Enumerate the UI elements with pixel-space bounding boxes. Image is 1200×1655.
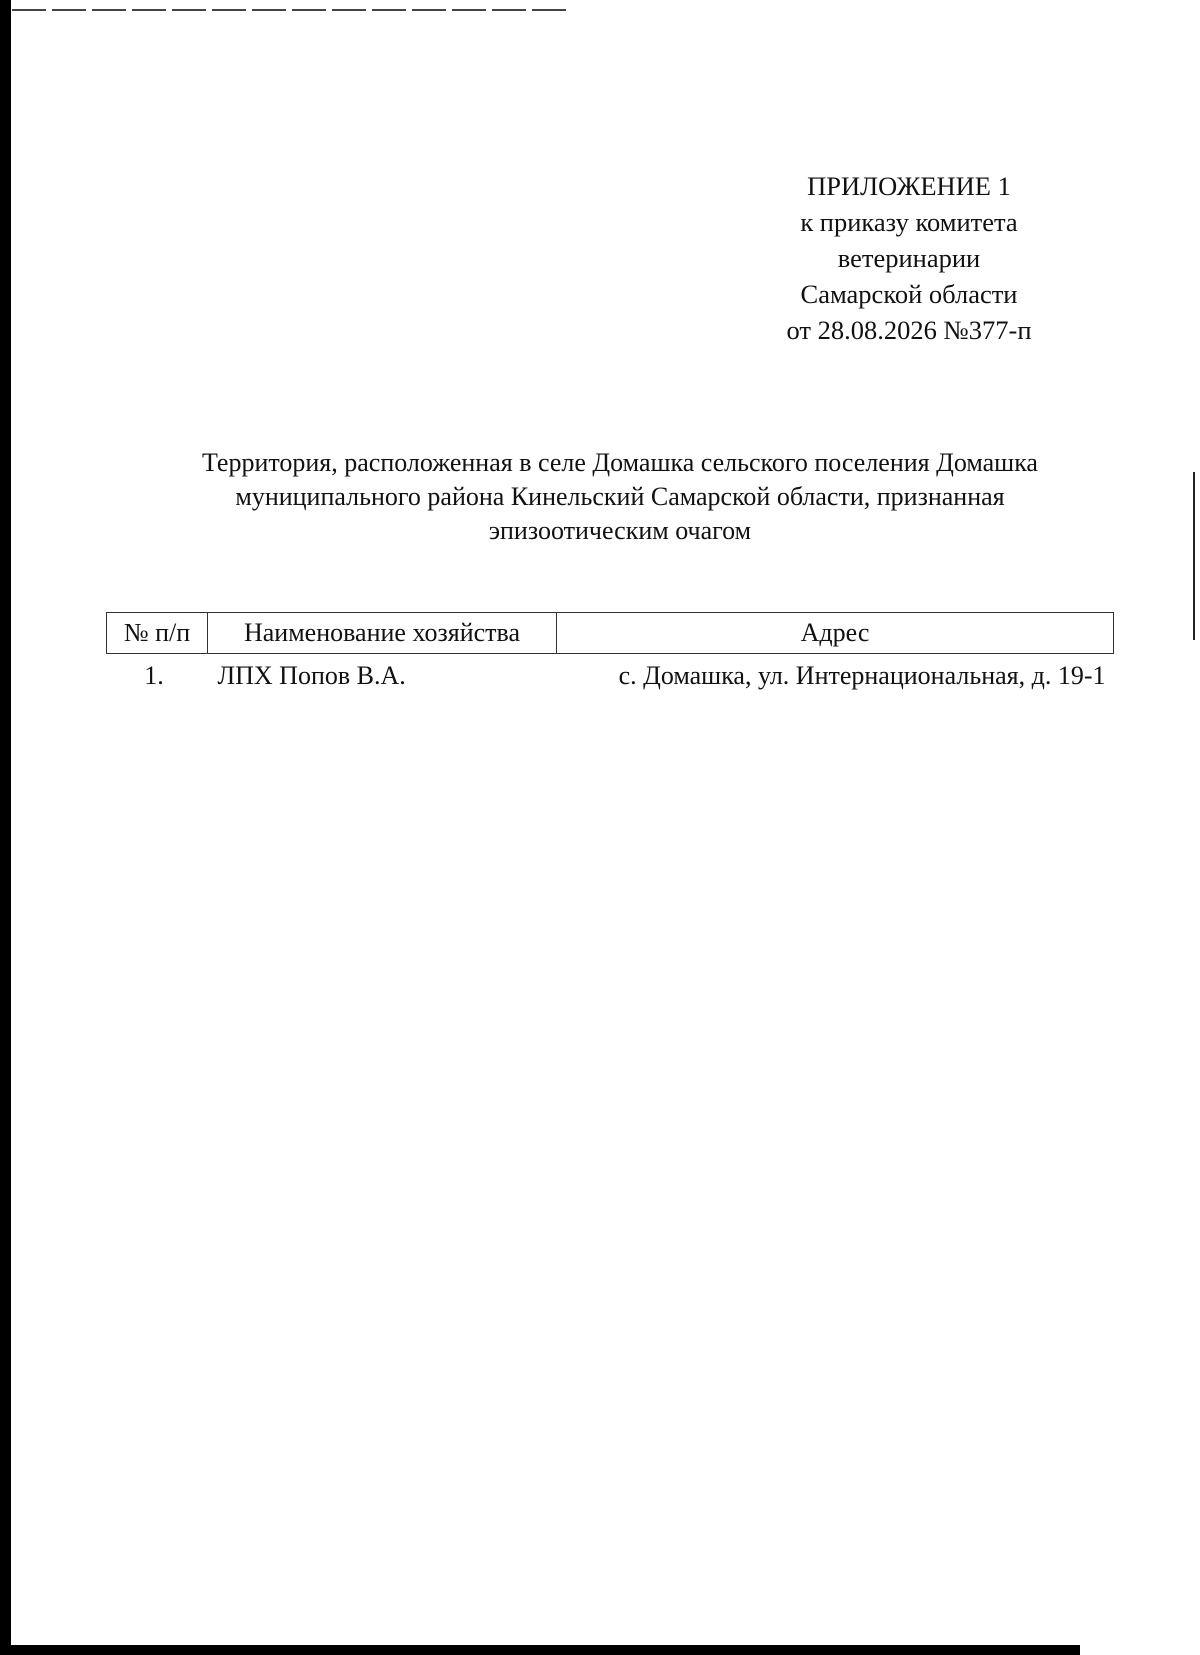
table-row (107, 654, 1114, 699)
header-name: Наименование хозяйства (208, 613, 557, 654)
title-line-1: Территория, расположенная в селе Домашка сельского поселения Домашка (202, 448, 1038, 477)
table-header-row (107, 613, 1114, 654)
appendix-committee: ветеринарии (837, 243, 981, 273)
appendix-label: ПРИЛОЖЕНИЕ 1 (807, 171, 1011, 201)
appendix-date-number: от 28.08.2026 №377-п (786, 315, 1032, 345)
title-line-3: эпизоотическим очагом (488, 516, 752, 545)
document-title (130, 446, 1110, 548)
row-farm-name: ЛПХ Попов В.А. (217, 661, 406, 690)
appendix-order-ref: к приказу комитета (800, 207, 1018, 237)
scan-left-edge (0, 0, 11, 1655)
header-number: № п/п (107, 613, 208, 654)
scan-top-rule (12, 9, 572, 11)
header-address: Адрес (557, 613, 1114, 654)
farms-table (106, 612, 1114, 698)
title-line-2: муниципального района Кинельский Самарской области, признанная (235, 482, 1005, 511)
appendix-header (760, 168, 1058, 348)
appendix-region: Самарской области (800, 279, 1018, 309)
row-address: с. Домашка, ул. Интернациональная, д. 19-1 (618, 661, 1106, 690)
scan-bottom-edge (0, 1645, 1080, 1655)
scan-right-mark (1193, 472, 1195, 640)
row-number: 1. (144, 661, 164, 690)
